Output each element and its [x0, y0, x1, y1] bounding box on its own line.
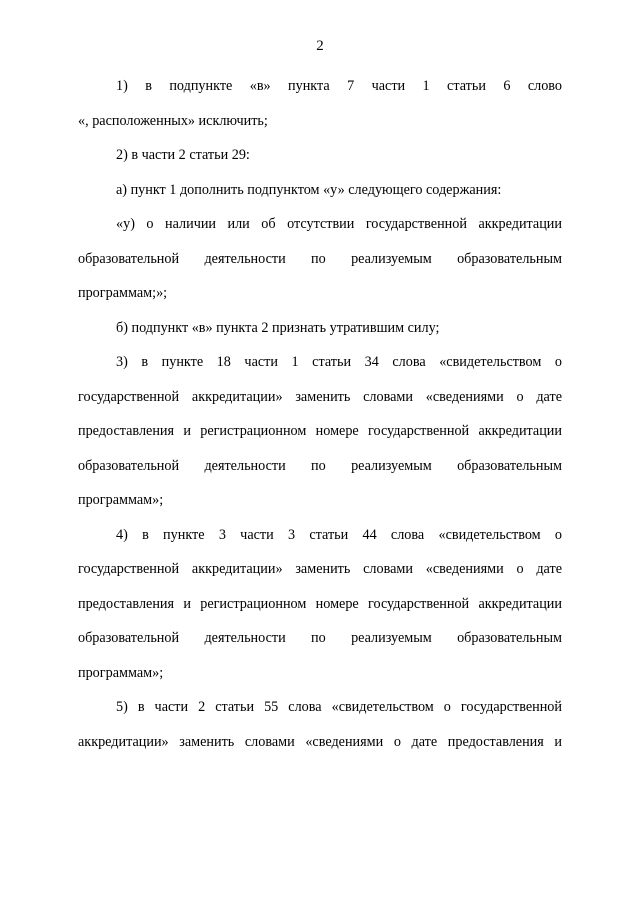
- text-line: б) подпункт «в» пункта 2 признать утратившим силу;: [116, 319, 440, 336]
- text-line: 2) в части 2 статьи 29:: [116, 147, 250, 163]
- text-line: 4) в пункте 3 части 3 статьи 44 слова «свидетельством о: [116, 526, 562, 543]
- text-line: программам;»;: [78, 285, 168, 301]
- text-line: образовательной деятельности по реализуемым образовательным: [78, 630, 562, 646]
- text-line: «у) о наличии или об отсутствии государственной аккредитации: [116, 216, 562, 232]
- text-line: предоставления и регистрационном номере государственной аккредитации: [78, 423, 562, 439]
- text-line: государственной аккредитации» заменить словами «сведениями о дате: [78, 561, 562, 577]
- text-line: «, расположенных» исключить;: [78, 112, 268, 129]
- text-line: а) пункт 1 дополнить подпунктом «у» следующего содержания:: [116, 181, 502, 198]
- text-line: программам»;: [78, 664, 164, 681]
- text-line: аккредитации» заменить словами «сведениями о дате предоставления и: [78, 733, 562, 750]
- page-number: 2: [316, 38, 324, 54]
- text-line: программам»;: [78, 492, 164, 508]
- text-line: предоставления и регистрационном номере государственной аккредитации: [78, 595, 562, 612]
- text-line: государственной аккредитации» заменить словами «сведениями о дате: [78, 388, 562, 405]
- text-line: образовательной деятельности по реализуемым образовательным: [78, 250, 562, 267]
- text-line: 3) в пункте 18 части 1 статьи 34 слова «свидетельством о: [116, 354, 562, 370]
- text-line: образовательной деятельности по реализуемым образовательным: [78, 457, 562, 474]
- document-body: [78, 76, 562, 766]
- text-line: 5) в части 2 статьи 55 слова «свидетельством о государственной: [116, 699, 562, 715]
- text-line: 1) в подпункте «в» пункта 7 части 1 статьи 6 слово: [116, 78, 562, 94]
